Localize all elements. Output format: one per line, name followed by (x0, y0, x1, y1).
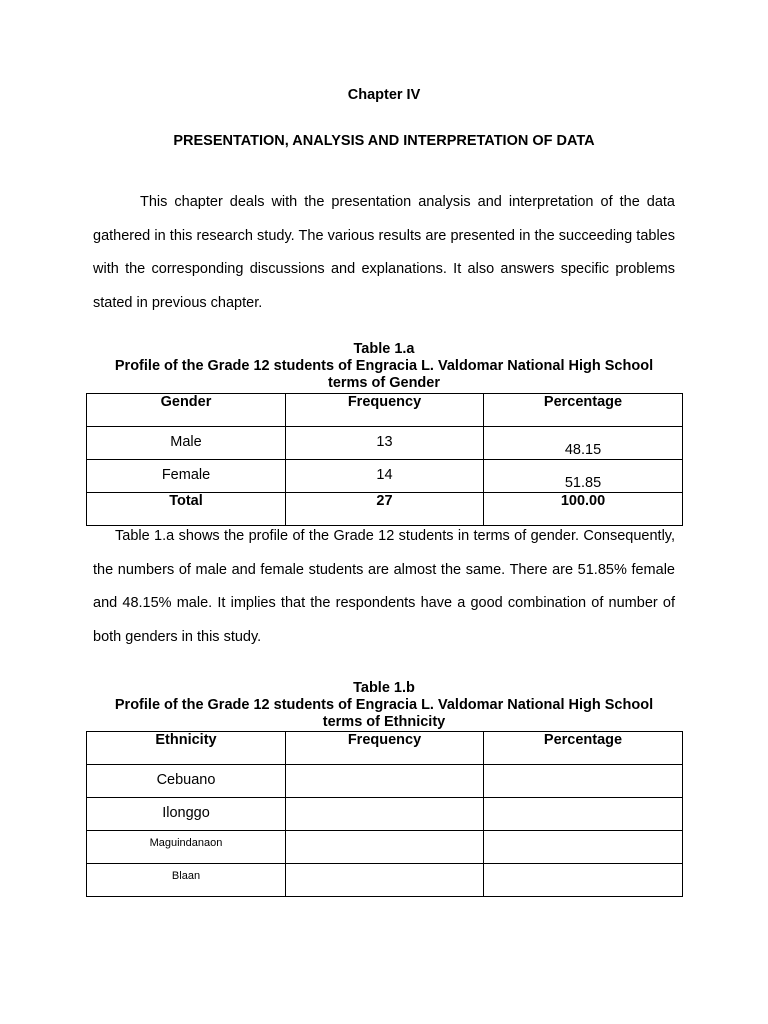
table-row (87, 427, 683, 460)
category-cell: Blaan (87, 864, 286, 897)
column-header: Percentage (484, 732, 683, 765)
table-b-title: Profile of the Grade 12 students of Engracia L. Valdomar National High School (114, 697, 654, 713)
frequency-cell (286, 798, 484, 831)
total-percentage-cell: 100.00 (484, 493, 683, 526)
column-header: Frequency (286, 732, 484, 765)
total-label-cell: Total (87, 493, 286, 526)
frequency-cell (286, 765, 484, 798)
table-row (87, 864, 683, 897)
table-b-caption (0, 680, 768, 731)
percentage-cell (484, 864, 683, 897)
table-b-label: Table 1.b (353, 680, 415, 696)
column-header: Percentage (484, 394, 683, 427)
table-header-row (87, 732, 683, 765)
ethnicity-table (86, 731, 683, 897)
column-header: Gender (87, 394, 286, 427)
column-header: Frequency (286, 394, 484, 427)
table-row (87, 460, 683, 493)
analysis-paragraph: Table 1.a shows the profile of the Grade 12 students in terms of gender. Consequently, the numbers of male and female students are almost the same. There are 51.85% female and 48.15% male. It implies that the respondents have a good combination of number of both genders in this study. (93, 528, 675, 645)
table-row (87, 765, 683, 798)
intro-paragraph: This chapter deals with the presentation analysis and interpretation of the data gathered in this research study. The various results are presented in the succeeding tables with the corresponding discussions and explanations. It also answers specific problems stated in previous chapter. (93, 194, 675, 311)
percentage-cell: 51.85 (484, 460, 683, 493)
gender-table (86, 393, 683, 526)
percentage-cell: 48.15 (484, 427, 683, 460)
category-cell: Male (87, 427, 286, 460)
percentage-cell (484, 798, 683, 831)
table-row (87, 831, 683, 864)
frequency-cell: 14 (286, 460, 484, 493)
total-frequency-cell: 27 (286, 493, 484, 526)
column-header: Ethnicity (87, 732, 286, 765)
section-heading: PRESENTATION, ANALYSIS AND INTERPRETATION OF DATA (173, 133, 595, 149)
category-cell: Female (87, 460, 286, 493)
frequency-cell: 13 (286, 427, 484, 460)
table-row (87, 798, 683, 831)
frequency-cell (286, 864, 484, 897)
table-b-subtitle: terms of Ethnicity (322, 714, 446, 730)
category-cell: Ilonggo (87, 798, 286, 831)
category-cell: Cebuano (87, 765, 286, 798)
percentage-cell (484, 765, 683, 798)
percentage-cell (484, 831, 683, 864)
table-a-title: Profile of the Grade 12 students of Engracia L. Valdomar National High School (114, 358, 654, 374)
table-a-subtitle: terms of Gender (328, 375, 440, 391)
table-header-row (87, 394, 683, 427)
frequency-cell (286, 831, 484, 864)
category-cell: Maguindanaon (87, 831, 286, 864)
table-a-caption (0, 341, 768, 392)
table-a-label: Table 1.a (353, 341, 415, 357)
chapter-title: Chapter IV (347, 87, 421, 103)
